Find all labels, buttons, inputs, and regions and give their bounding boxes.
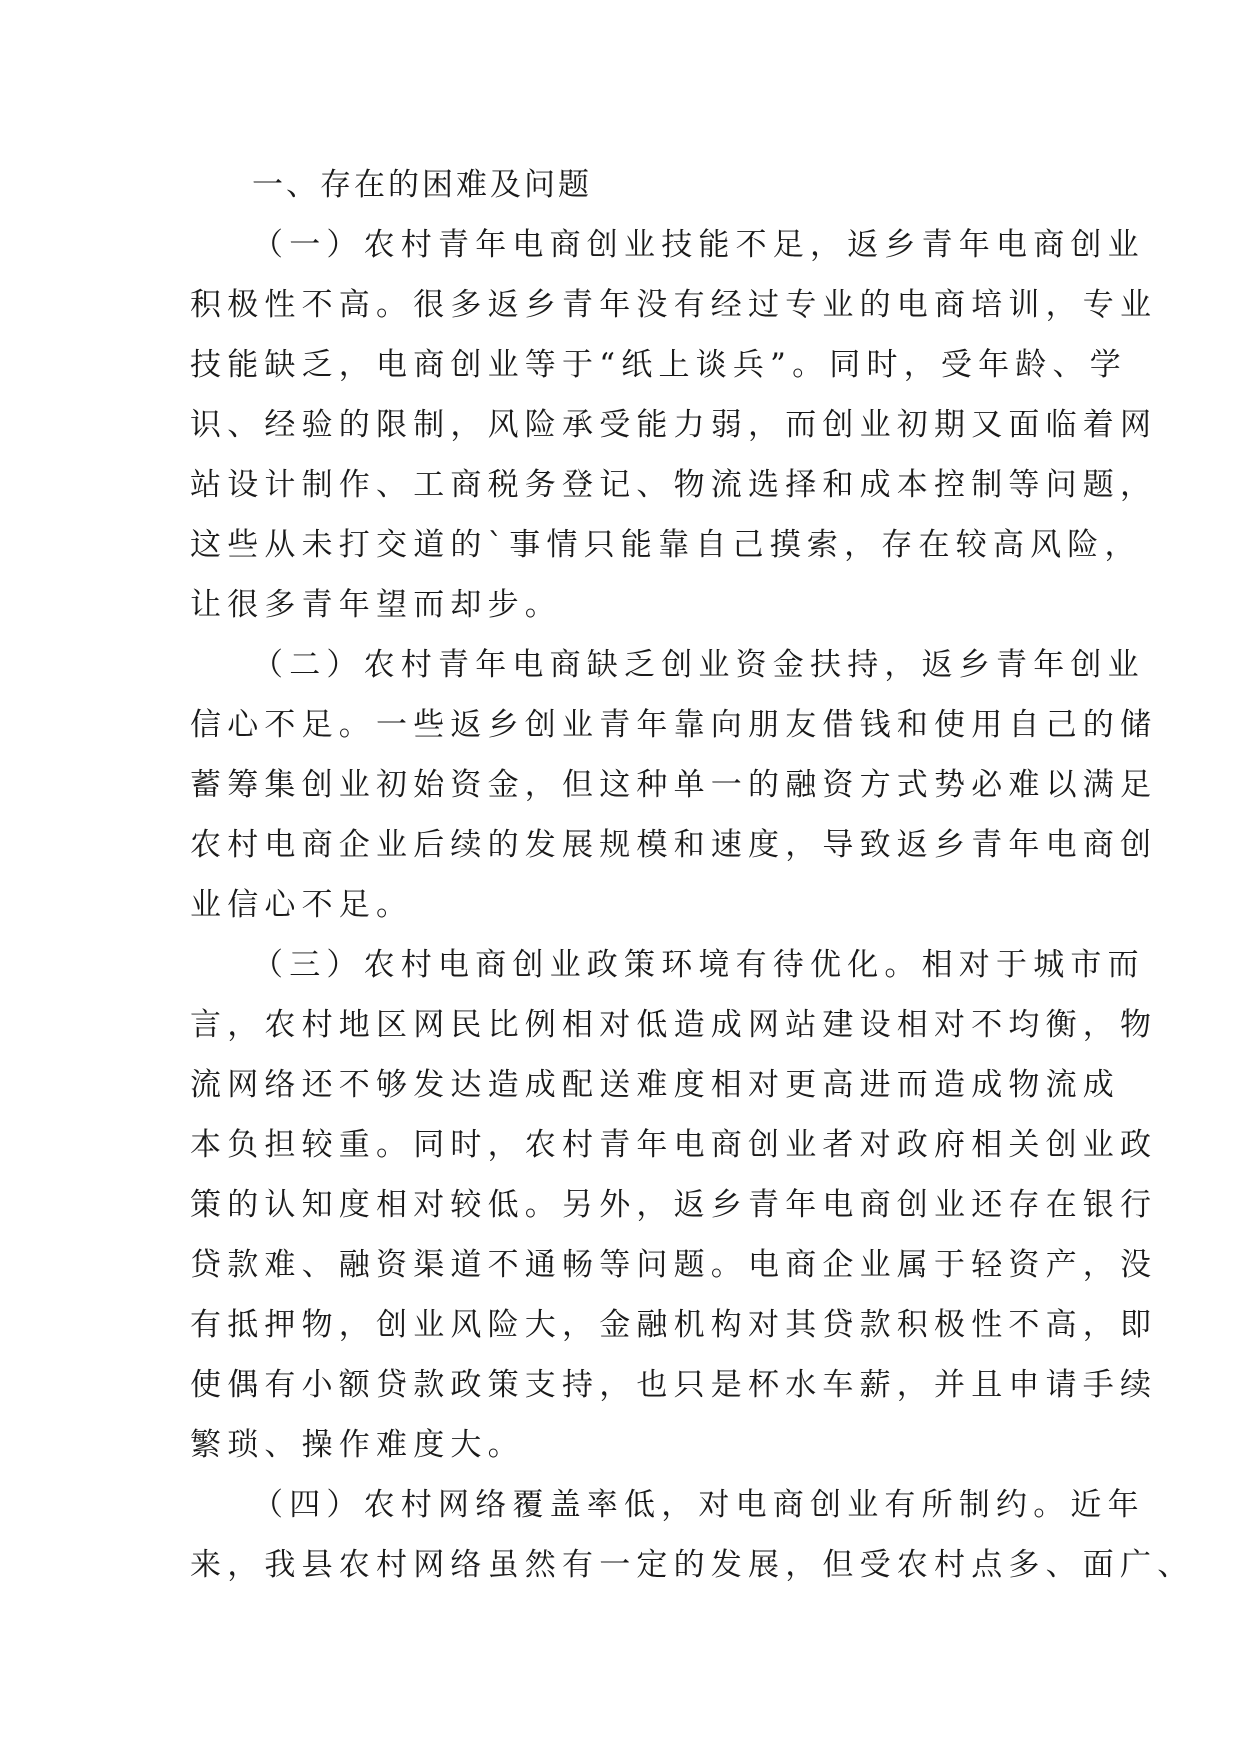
paragraph-3-line-6: 贷款难、融资渠道不通畅等问题。电商企业属于轻资产，没 [190, 1247, 1158, 1283]
document-page [190, 155, 1195, 1595]
paragraph-1-line-2: 积极性不高。很多返乡青年没有经过专业的电商培训，专业 [190, 287, 1158, 323]
paragraph-3-line-5: 策的认知度相对较低。另外，返乡青年电商创业还存在银行 [190, 1187, 1158, 1223]
paragraph-2-line-1: （二）农村青年电商缺乏创业资金扶持，返乡青年创业 [252, 647, 1145, 683]
paragraph-3-line-2: 言，农村地区网民比例相对低造成网站建设相对不均衡，物 [190, 1007, 1158, 1043]
paragraph-4-line-2: 来，我县农村网络虽然有一定的发展，但受农村点多、面广、 [190, 1547, 1195, 1583]
paragraph-3-line-7: 有抵押物，创业风险大，金融机构对其贷款积极性不高，即 [190, 1307, 1158, 1343]
paragraph-1-line-1: （一）农村青年电商创业技能不足，返乡青年电商创业 [252, 227, 1145, 263]
paragraph-1-line-3: 技能缺乏，电商创业等于“纸上谈兵”。同时，受年龄、学 [190, 347, 1127, 383]
paragraph-1-line-6: 这些从未打交道的`事情只能靠自己摸索，存在较高风险， [190, 527, 1142, 563]
paragraph-3-line-9: 繁琐、操作难度大。 [190, 1427, 525, 1463]
paragraph-2-line-5: 业信心不足。 [190, 887, 414, 923]
paragraph-2-line-3: 蓄筹集创业初始资金，但这种单一的融资方式势必难以满足 [190, 767, 1158, 803]
section-heading: 一、存在的困难及问题 [252, 167, 592, 203]
paragraph-3-line-4: 本负担较重。同时，农村青年电商创业者对政府相关创业政 [190, 1127, 1158, 1163]
paragraph-2-line-2: 信心不足。一些返乡创业青年靠向朋友借钱和使用自己的储 [190, 707, 1158, 743]
paragraph-2-line-4: 农村电商企业后续的发展规模和速度，导致返乡青年电商创 [190, 827, 1158, 863]
paragraph-1-line-7: 让很多青年望而却步。 [190, 587, 562, 623]
paragraph-3-line-1: （三）农村电商创业政策环境有待优化。相对于城市而 [252, 947, 1145, 983]
paragraph-1-line-4: 识、经验的限制，风险承受能力弱，而创业初期又面临着网 [190, 407, 1158, 443]
paragraph-1-line-5: 站设计制作、工商税务登记、物流选择和成本控制等问题， [190, 467, 1158, 503]
paragraph-3-line-8: 使偶有小额贷款政策支持，也只是杯水车薪，并且申请手续 [190, 1367, 1158, 1403]
paragraph-4-line-1: （四）农村网络覆盖率低，对电商创业有所制约。近年 [252, 1487, 1145, 1523]
paragraph-3-line-3: 流网络还不够发达造成配送难度相对更高进而造成物流成 [190, 1067, 1120, 1103]
